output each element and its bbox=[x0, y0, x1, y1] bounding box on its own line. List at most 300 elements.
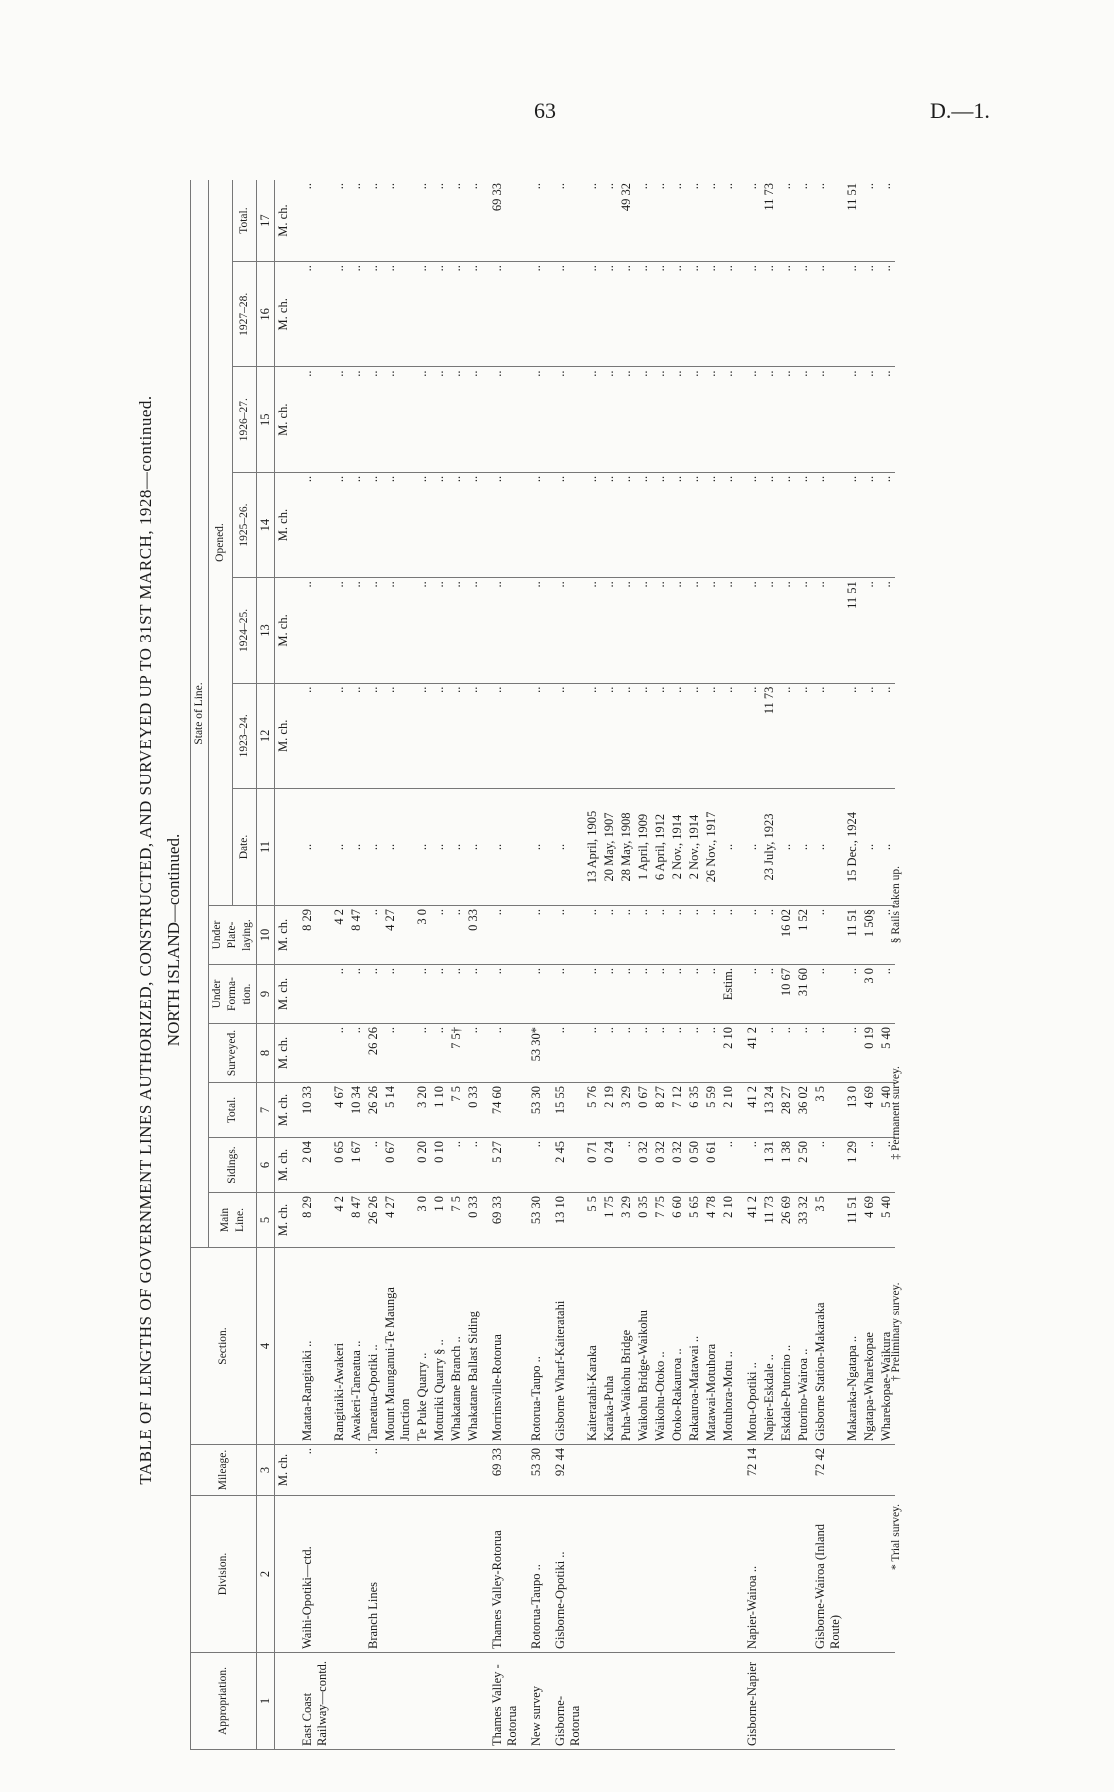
cell-y2: .. bbox=[365, 578, 382, 683]
cell-y3: .. bbox=[465, 472, 482, 577]
cell-form: .. bbox=[465, 965, 482, 1024]
cell-surv: .. bbox=[778, 1024, 795, 1083]
column-number: 14 bbox=[257, 472, 275, 577]
cell-div bbox=[584, 1496, 601, 1653]
cell-y1: .. bbox=[465, 683, 482, 788]
cell-sec: Napier-Eskdale .. bbox=[761, 1248, 778, 1445]
cell-otot: .. bbox=[635, 180, 652, 262]
units-cell: M. ch. bbox=[275, 1193, 293, 1248]
cell-mil bbox=[669, 1445, 686, 1496]
cell-otot: .. bbox=[545, 180, 584, 262]
cell-y3: .. bbox=[703, 472, 720, 577]
cell-y4: .. bbox=[812, 367, 844, 472]
cell-otot: .. bbox=[861, 180, 878, 262]
cell-sec: Ngatapa-Wharekopae bbox=[861, 1248, 878, 1445]
cell-tot: 74 60 bbox=[482, 1083, 521, 1138]
header-under-platelaying: Under Plate-laying. bbox=[209, 906, 257, 965]
cell-surv: .. bbox=[414, 1024, 431, 1083]
cell-sid: 0 24 bbox=[601, 1138, 618, 1193]
table-title: TABLE OF LENGTHS OF GOVERNMENT LINES AUTHORIZED, CONSTRUCTED, AND SURVEYED UP TO 31ST MARCH, 1928—continued. bbox=[136, 395, 155, 1485]
cell-sid: .. bbox=[878, 1138, 895, 1193]
cell-y3: .. bbox=[652, 472, 669, 577]
cell-otot: .. bbox=[669, 180, 686, 262]
cell-y2: .. bbox=[618, 578, 635, 683]
cell-appr bbox=[448, 1653, 465, 1750]
cell-plate: .. bbox=[584, 906, 601, 965]
cell-y5: .. bbox=[448, 262, 465, 367]
column-number: 4 bbox=[257, 1248, 275, 1445]
cell-div bbox=[795, 1496, 812, 1653]
cell-sec: Matawai-Motuhora bbox=[703, 1248, 720, 1445]
cell-plate: .. bbox=[601, 906, 618, 965]
cell-y2: .. bbox=[292, 578, 331, 683]
cell-appr bbox=[635, 1653, 652, 1750]
cell-div: Branch Lines bbox=[365, 1496, 382, 1653]
cell-main: 0 33 bbox=[465, 1193, 482, 1248]
cell-mil bbox=[584, 1445, 601, 1496]
cell-surv: .. bbox=[601, 1024, 618, 1083]
cell-sid: 0 10 bbox=[431, 1138, 448, 1193]
table-row bbox=[365, 180, 382, 1750]
cell-sid: 1 31 bbox=[761, 1138, 778, 1193]
cell-appr bbox=[465, 1653, 482, 1750]
cell-y5: .. bbox=[878, 262, 895, 367]
cell-otot: .. bbox=[292, 180, 331, 262]
table-row bbox=[618, 180, 635, 1750]
cell-div bbox=[669, 1496, 686, 1653]
cell-y4: .. bbox=[686, 367, 703, 472]
cell-tot: 7 5 bbox=[448, 1083, 465, 1138]
cell-mil: 69 33 bbox=[482, 1445, 521, 1496]
table-row bbox=[431, 180, 448, 1750]
header-under-formation: Under Forma-tion. bbox=[209, 965, 257, 1024]
cell-date: 13 April, 1905 bbox=[584, 789, 601, 906]
cell-appr bbox=[584, 1653, 601, 1750]
cell-y1: .. bbox=[844, 683, 861, 788]
cell-appr bbox=[669, 1653, 686, 1750]
cell-sid: .. bbox=[365, 1138, 382, 1193]
cell-sid: .. bbox=[861, 1138, 878, 1193]
cell-y4: .. bbox=[545, 367, 584, 472]
cell-y1: .. bbox=[331, 683, 348, 788]
table-row bbox=[652, 180, 669, 1750]
cell-y5: .. bbox=[601, 262, 618, 367]
cell-div bbox=[703, 1496, 720, 1653]
cell-surv: .. bbox=[669, 1024, 686, 1083]
cell-mil bbox=[652, 1445, 669, 1496]
cell-tot: 2 10 bbox=[720, 1083, 737, 1138]
cell-y5: .. bbox=[365, 262, 382, 367]
cell-sid: 1 38 bbox=[778, 1138, 795, 1193]
cell-sid: .. bbox=[448, 1138, 465, 1193]
cell-appr bbox=[686, 1653, 703, 1750]
units-cell: M. ch. bbox=[275, 906, 293, 965]
cell-form: 31 60 bbox=[795, 965, 812, 1024]
cell-y3: .. bbox=[737, 472, 761, 577]
cell-mil: 72 42 bbox=[812, 1445, 844, 1496]
cell-otot: .. bbox=[601, 180, 618, 262]
cell-main: 26 69 bbox=[778, 1193, 795, 1248]
cell-form: .. bbox=[844, 965, 861, 1024]
cell-plate: .. bbox=[812, 906, 844, 965]
cell-main: 8 29 bbox=[292, 1193, 331, 1248]
cell-date: .. bbox=[812, 789, 844, 906]
cell-y5: .. bbox=[844, 262, 861, 367]
cell-y3: .. bbox=[448, 472, 465, 577]
cell-div bbox=[382, 1496, 414, 1653]
cell-y5: .. bbox=[584, 262, 601, 367]
cell-y2: 11 51 bbox=[844, 578, 861, 683]
cell-y4: .. bbox=[737, 367, 761, 472]
cell-tot: 15 55 bbox=[545, 1083, 584, 1138]
table-row bbox=[292, 180, 331, 1750]
cell-main: 3 5 bbox=[812, 1193, 844, 1248]
column-number: 13 bbox=[257, 578, 275, 683]
cell-main: 4 2 bbox=[331, 1193, 348, 1248]
cell-y3: .. bbox=[844, 472, 861, 577]
cell-main: 2 10 bbox=[720, 1193, 737, 1248]
cell-appr bbox=[778, 1653, 795, 1750]
cell-appr bbox=[795, 1653, 812, 1750]
cell-y4: .. bbox=[635, 367, 652, 472]
cell-y4: .. bbox=[448, 367, 465, 472]
cell-main: 1 0 bbox=[431, 1193, 448, 1248]
cell-otot: .. bbox=[584, 180, 601, 262]
cell-y1: .. bbox=[635, 683, 652, 788]
cell-sid: 2 45 bbox=[545, 1138, 584, 1193]
cell-sec: Kaiteratahi-Karaka bbox=[584, 1248, 601, 1445]
cell-y2: .. bbox=[861, 578, 878, 683]
cell-date: .. bbox=[521, 789, 545, 906]
cell-y5: .. bbox=[545, 262, 584, 367]
header-state-of-line: State of Line. bbox=[191, 180, 209, 1248]
cell-otot: .. bbox=[521, 180, 545, 262]
cell-form: .. bbox=[601, 965, 618, 1024]
cell-surv: .. bbox=[465, 1024, 482, 1083]
table-row bbox=[761, 180, 778, 1750]
cell-form: .. bbox=[761, 965, 778, 1024]
cell-mil: 53 30 bbox=[521, 1445, 545, 1496]
cell-otot: .. bbox=[703, 180, 720, 262]
cell-surv: .. bbox=[795, 1024, 812, 1083]
cell-mil: .. bbox=[292, 1445, 331, 1496]
cell-y4: .. bbox=[761, 367, 778, 472]
units-cell: M. ch. bbox=[275, 578, 293, 683]
cell-y5: .. bbox=[812, 262, 844, 367]
cell-mil bbox=[761, 1445, 778, 1496]
cell-y1: .. bbox=[521, 683, 545, 788]
cell-tot: 5 14 bbox=[382, 1083, 414, 1138]
cell-y1: .. bbox=[618, 683, 635, 788]
cell-tot: 1 10 bbox=[431, 1083, 448, 1138]
cell-form: .. bbox=[448, 965, 465, 1024]
cell-sec: Taneatua-Opotiki .. bbox=[365, 1248, 382, 1445]
cell-main: 33 32 bbox=[795, 1193, 812, 1248]
header-opened-total: Total. bbox=[233, 180, 257, 262]
cell-mil bbox=[778, 1445, 795, 1496]
cell-y2: .. bbox=[521, 578, 545, 683]
cell-form bbox=[292, 965, 331, 1024]
cell-mil bbox=[431, 1445, 448, 1496]
column-number: 11 bbox=[257, 789, 275, 906]
cell-sec: Whakatane Branch .. bbox=[448, 1248, 465, 1445]
cell-sec: Waikohu Bridge-Waikohu bbox=[635, 1248, 652, 1445]
cell-otot: .. bbox=[382, 180, 414, 262]
cell-mil: .. bbox=[365, 1445, 382, 1496]
cell-otot: 49 32 bbox=[618, 180, 635, 262]
cell-sid: .. bbox=[812, 1138, 844, 1193]
cell-mil bbox=[703, 1445, 720, 1496]
cell-y1: .. bbox=[703, 683, 720, 788]
cell-y1: .. bbox=[482, 683, 521, 788]
cell-tot: 5 59 bbox=[703, 1083, 720, 1138]
cell-sec: Gisborne Station-Makaraka bbox=[812, 1248, 844, 1445]
cell-y2: .. bbox=[652, 578, 669, 683]
cell-appr: Gisborne-Napier bbox=[737, 1653, 761, 1750]
header-1925-26: 1925–26. bbox=[233, 472, 257, 577]
cell-plate: 8 47 bbox=[348, 906, 365, 965]
cell-form: .. bbox=[686, 965, 703, 1024]
cell-plate: .. bbox=[365, 906, 382, 965]
cell-y4: .. bbox=[414, 367, 431, 472]
cell-y5: .. bbox=[669, 262, 686, 367]
cell-otot: .. bbox=[414, 180, 431, 262]
cell-plate: .. bbox=[703, 906, 720, 965]
cell-main: 4 27 bbox=[382, 1193, 414, 1248]
cell-surv: .. bbox=[482, 1024, 521, 1083]
cell-y2: .. bbox=[737, 578, 761, 683]
cell-y3: .. bbox=[669, 472, 686, 577]
column-number: 12 bbox=[257, 683, 275, 788]
column-number: 7 bbox=[257, 1083, 275, 1138]
cell-surv: .. bbox=[812, 1024, 844, 1083]
cell-y3: .. bbox=[795, 472, 812, 577]
cell-date: 1 April, 1909 bbox=[635, 789, 652, 906]
cell-div: Napier-Wairoa .. bbox=[737, 1496, 761, 1653]
cell-form: .. bbox=[482, 965, 521, 1024]
cell-otot: 69 33 bbox=[482, 180, 521, 262]
cell-div bbox=[414, 1496, 431, 1653]
cell-surv: 0 19 bbox=[861, 1024, 878, 1083]
cell-surv: .. bbox=[652, 1024, 669, 1083]
cell-y2: .. bbox=[778, 578, 795, 683]
cell-y5: .. bbox=[652, 262, 669, 367]
cell-form: .. bbox=[331, 965, 348, 1024]
cell-y4: .. bbox=[652, 367, 669, 472]
cell-form: .. bbox=[669, 965, 686, 1024]
cell-surv bbox=[292, 1024, 331, 1083]
cell-plate: 8 29 bbox=[292, 906, 331, 965]
cell-main: 4 69 bbox=[861, 1193, 878, 1248]
cell-sec: Waikohu-Otoko .. bbox=[652, 1248, 669, 1445]
cell-plate: .. bbox=[669, 906, 686, 965]
cell-main: 8 47 bbox=[348, 1193, 365, 1248]
cell-y3: .. bbox=[878, 472, 895, 577]
cell-y2: .. bbox=[382, 578, 414, 683]
cell-form: .. bbox=[703, 965, 720, 1024]
cell-form: .. bbox=[414, 965, 431, 1024]
table-row bbox=[703, 180, 720, 1750]
cell-sec: Awakeri-Taneatua .. bbox=[348, 1248, 365, 1445]
units-cell: M. ch. bbox=[275, 683, 293, 788]
cell-y3: .. bbox=[431, 472, 448, 577]
column-number: 2 bbox=[257, 1496, 275, 1653]
cell-date: .. bbox=[414, 789, 431, 906]
cell-y3: .. bbox=[720, 472, 737, 577]
cell-appr bbox=[878, 1653, 895, 1750]
units-cell: M. ch. bbox=[275, 1083, 293, 1138]
cell-y1: .. bbox=[878, 683, 895, 788]
cell-y4: .. bbox=[844, 367, 861, 472]
cell-y3: .. bbox=[482, 472, 521, 577]
cell-date: .. bbox=[720, 789, 737, 906]
cell-y4: .. bbox=[861, 367, 878, 472]
cell-mil bbox=[348, 1445, 365, 1496]
cell-form: .. bbox=[737, 965, 761, 1024]
cell-sid: .. bbox=[720, 1138, 737, 1193]
cell-y4: .. bbox=[365, 367, 382, 472]
cell-y1: .. bbox=[686, 683, 703, 788]
cell-main: 5 5 bbox=[584, 1193, 601, 1248]
cell-surv: .. bbox=[761, 1024, 778, 1083]
cell-div bbox=[448, 1496, 465, 1653]
cell-plate: .. bbox=[737, 906, 761, 965]
cell-y4: .. bbox=[618, 367, 635, 472]
cell-sec: Rangitaiki-Awakeri bbox=[331, 1248, 348, 1445]
cell-y2: .. bbox=[601, 578, 618, 683]
table-row bbox=[348, 180, 365, 1750]
cell-mil bbox=[601, 1445, 618, 1496]
cell-y2: .. bbox=[465, 578, 482, 683]
cell-y3: .. bbox=[348, 472, 365, 577]
cell-y2: .. bbox=[761, 578, 778, 683]
cell-tot: 26 26 bbox=[365, 1083, 382, 1138]
cell-tot: 4 69 bbox=[861, 1083, 878, 1138]
cell-otot: 11 73 bbox=[761, 180, 778, 262]
cell-tot: 4 67 bbox=[331, 1083, 348, 1138]
cell-main: 13 10 bbox=[545, 1193, 584, 1248]
cell-mil bbox=[382, 1445, 414, 1496]
cell-plate: 1 52 bbox=[795, 906, 812, 965]
cell-appr bbox=[812, 1653, 844, 1750]
cell-form: .. bbox=[652, 965, 669, 1024]
cell-date: .. bbox=[861, 789, 878, 906]
cell-main: 11 51 bbox=[844, 1193, 861, 1248]
cell-sec: Moturiki Quarry § .. bbox=[431, 1248, 448, 1445]
cell-y2: .. bbox=[414, 578, 431, 683]
cell-surv: .. bbox=[635, 1024, 652, 1083]
cell-sid: 1 29 bbox=[844, 1138, 861, 1193]
cell-appr bbox=[331, 1653, 348, 1750]
cell-date: .. bbox=[878, 789, 895, 906]
cell-y1: .. bbox=[652, 683, 669, 788]
cell-y4: .. bbox=[778, 367, 795, 472]
cell-date: .. bbox=[348, 789, 365, 906]
cell-plate: .. bbox=[482, 906, 521, 965]
cell-sec: Wharekopae-Waikura bbox=[878, 1248, 895, 1445]
cell-div bbox=[761, 1496, 778, 1653]
cell-sec: Motuhora-Motu .. bbox=[720, 1248, 737, 1445]
cell-date: 2 Nov., 1914 bbox=[686, 789, 703, 906]
cell-appr bbox=[861, 1653, 878, 1750]
cell-otot: .. bbox=[778, 180, 795, 262]
header-division: Division. bbox=[191, 1496, 257, 1653]
cell-appr bbox=[382, 1653, 414, 1750]
rotated-table-sheet bbox=[130, 120, 930, 1760]
cell-surv: 2 10 bbox=[720, 1024, 737, 1083]
cell-y4: .. bbox=[521, 367, 545, 472]
cell-div: Gisborne-Opotiki .. bbox=[545, 1496, 584, 1653]
cell-div bbox=[720, 1496, 737, 1653]
footnote: * Trial survey. bbox=[890, 1503, 902, 1570]
cell-tot: 3 5 bbox=[812, 1083, 844, 1138]
cell-y2: .. bbox=[703, 578, 720, 683]
cell-y2: .. bbox=[686, 578, 703, 683]
cell-tot: 2 19 bbox=[601, 1083, 618, 1138]
cell-div bbox=[348, 1496, 365, 1653]
cell-div bbox=[618, 1496, 635, 1653]
cell-y4: .. bbox=[584, 367, 601, 472]
cell-sec: Karaka-Puha bbox=[601, 1248, 618, 1445]
cell-main: 5 40 bbox=[878, 1193, 895, 1248]
cell-mil: 72 14 bbox=[737, 1445, 761, 1496]
cell-otot: .. bbox=[448, 180, 465, 262]
cell-y2: .. bbox=[584, 578, 601, 683]
cell-tot: 10 34 bbox=[348, 1083, 365, 1138]
cell-y4: .. bbox=[292, 367, 331, 472]
cell-date: .. bbox=[448, 789, 465, 906]
cell-sid: 0 71 bbox=[584, 1138, 601, 1193]
cell-y5: .. bbox=[761, 262, 778, 367]
cell-otot: .. bbox=[465, 180, 482, 262]
cell-div bbox=[635, 1496, 652, 1653]
cell-main: 69 33 bbox=[482, 1193, 521, 1248]
header-section: Section. bbox=[191, 1248, 257, 1445]
cell-main: 11 73 bbox=[761, 1193, 778, 1248]
cell-div: Waihi-Opotiki—ctd. bbox=[292, 1496, 331, 1653]
cell-tot: 0 33 bbox=[465, 1083, 482, 1138]
cell-otot: .. bbox=[331, 180, 348, 262]
header-opened: Opened. bbox=[209, 180, 233, 906]
cell-surv: .. bbox=[844, 1024, 861, 1083]
header-surveyed: Surveyed. bbox=[209, 1024, 257, 1083]
cell-div bbox=[465, 1496, 482, 1653]
cell-form: .. bbox=[348, 965, 365, 1024]
table-row bbox=[778, 180, 795, 1750]
cell-appr bbox=[844, 1653, 861, 1750]
cell-main: 26 26 bbox=[365, 1193, 382, 1248]
cell-sec: Otoko-Rakauroa .. bbox=[669, 1248, 686, 1445]
cell-y5: .. bbox=[292, 262, 331, 367]
column-number-row bbox=[257, 180, 275, 1750]
cell-plate: .. bbox=[652, 906, 669, 965]
cell-form: .. bbox=[812, 965, 844, 1024]
cell-date: .. bbox=[365, 789, 382, 906]
column-number: 1 bbox=[257, 1653, 275, 1750]
cell-sec: Mount Maunganui-Te Maunga Junction bbox=[382, 1248, 414, 1445]
cell-y5: .. bbox=[737, 262, 761, 367]
cell-surv: 5 40 bbox=[878, 1024, 895, 1083]
cell-otot: .. bbox=[812, 180, 844, 262]
cell-y4: .. bbox=[348, 367, 365, 472]
cell-y3: .. bbox=[761, 472, 778, 577]
table-row bbox=[414, 180, 431, 1750]
cell-sid: 0 65 bbox=[331, 1138, 348, 1193]
cell-y5: .. bbox=[382, 262, 414, 367]
cell-y5: .. bbox=[703, 262, 720, 367]
cell-form: .. bbox=[521, 965, 545, 1024]
cell-tot: 3 20 bbox=[414, 1083, 431, 1138]
